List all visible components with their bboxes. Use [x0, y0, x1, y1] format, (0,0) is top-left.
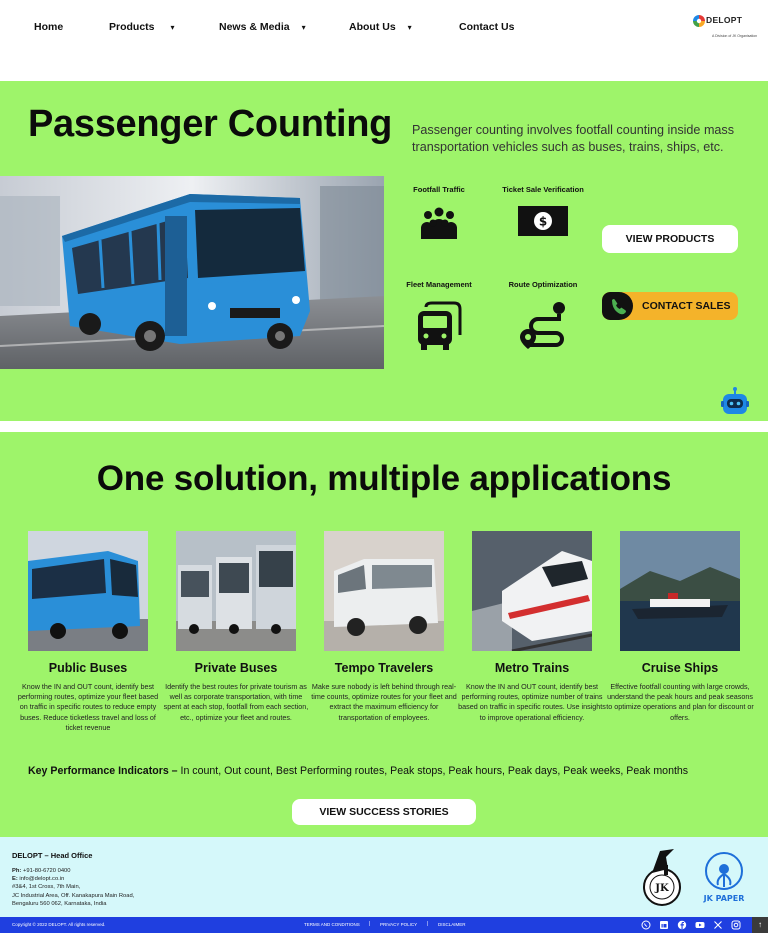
separator: |: [369, 921, 371, 927]
section-title: One solution, multiple applications: [96, 459, 672, 498]
link-disclaimer[interactable]: DISCLAIMER: [438, 922, 466, 927]
hero-section: [0, 81, 768, 421]
card-cruise-ships: [606, 531, 754, 723]
scroll-to-top-button[interactable]: ↑: [752, 917, 768, 933]
feature-label: Route Optimization: [508, 280, 578, 289]
phone-icon: [602, 292, 633, 320]
nav-home-label: Home: [34, 21, 64, 33]
card-description: Identify the best routes for private tourism as well as corporate transportation, with time spent at each stop, footfall from each section, etc., optimize your fleet and routes.: [163, 682, 309, 722]
whatsapp-icon[interactable]: [641, 920, 651, 930]
kpi-line: [28, 765, 688, 777]
people-group-icon: [418, 206, 460, 240]
metro-train-image: [472, 531, 592, 651]
phone-value[interactable]: +91-80-6720 0400: [21, 868, 71, 874]
feature-fleet-management: [391, 280, 487, 351]
cruise-ship-image: [620, 531, 740, 651]
hero-title: Passenger Counting: [28, 103, 393, 145]
card-description: Make sure nobody is left behind through real-time counts, optimize routes for your fleet and extract the maximum efficiency for transportation of employees.: [311, 682, 457, 722]
copyright: Copyright © 2022 DELOPT. All rights reserved.: [12, 922, 106, 927]
svg-text:JK: JK: [655, 883, 669, 894]
card-title: Metro Trains: [494, 661, 570, 675]
hero-description: Passenger counting involves footfall counting inside mass transportation vehicles such as buses, trains, ships, etc.: [412, 123, 735, 154]
instagram-icon[interactable]: [731, 920, 741, 930]
tempo-traveler-image: [324, 531, 444, 651]
private-buses-image: [176, 531, 296, 651]
chatbot-icon[interactable]: [720, 387, 750, 417]
feature-label: Ticket Sale Verification: [502, 185, 584, 194]
footer-title: DELOPT – Head Office: [12, 851, 93, 860]
nav-about-us[interactable]: [349, 21, 412, 33]
youtube-icon[interactable]: [695, 920, 705, 930]
feature-ticket-sale-verification: [495, 185, 591, 236]
facebook-icon[interactable]: [677, 920, 687, 930]
card-title: Private Buses: [194, 661, 278, 675]
nav-home[interactable]: [34, 21, 63, 33]
footer: [0, 837, 768, 917]
svg-text:$: $: [538, 214, 548, 229]
delopt-logo[interactable]: [692, 14, 758, 42]
linkedin-icon[interactable]: [659, 920, 669, 930]
email-label: E:: [12, 876, 18, 883]
kpi-text: In count, Out count, Best Performing routes, Peak stops, Peak hours, Peak days, Peak weeks, Peak months: [177, 765, 689, 777]
logo-mark-icon: [692, 14, 706, 28]
card-title: Public Buses: [48, 661, 128, 675]
jk-paper-logo-icon: [702, 851, 746, 903]
hero-bus-image: [0, 176, 384, 369]
logo-subtext: A Division of JK Organisation: [712, 34, 758, 38]
logo-text: DELOPT: [706, 15, 743, 25]
footer-phone: [12, 867, 134, 875]
card-private-buses: [162, 531, 310, 723]
nav-products[interactable]: [109, 21, 175, 33]
email-value[interactable]: info@delopt.co.in: [17, 876, 65, 883]
footer-email: [12, 875, 134, 883]
x-icon[interactable]: [713, 920, 723, 930]
bus-fleet-icon: [416, 301, 462, 351]
card-metro-trains: [458, 531, 606, 723]
feature-label: Footfall Traffic: [413, 185, 465, 194]
svg-text:JK PAPER: JK PAPER: [703, 894, 745, 903]
nav-news-media[interactable]: [219, 21, 306, 33]
bottom-bar: [0, 917, 768, 933]
top-nav: [0, 0, 768, 55]
card-description: Know the IN and OUT count, identify best performing routes, optimize your fleet based on traffic in specific routes to reduce empty buses. Reduce ticketless travel and loss of ticket revenue: [17, 682, 159, 732]
card-description: Effective footfall counting with large crowds, understand the peak hours and peak seasons to optimize operations and plan for discount or offers.: [606, 682, 754, 722]
card-title: Cruise Ships: [641, 661, 719, 675]
footer-contact: [12, 867, 134, 908]
public-bus-image: [28, 531, 148, 651]
feature-label: Fleet Management: [406, 280, 472, 289]
chevron-down-icon: ▾: [407, 23, 412, 32]
route-icon: [518, 301, 568, 351]
footer-address-1: #3&4, 1st Cross, 7th Main,: [12, 884, 81, 891]
nav-contact-us[interactable]: [459, 21, 514, 33]
nav-contact-us-label: Contact Us: [459, 21, 515, 33]
card-title: Tempo Travelers: [334, 661, 434, 675]
footer-address-3: Bengaluru 560 062, Karnataka, India: [12, 900, 107, 907]
nav-about-us-label: About Us: [349, 21, 396, 33]
nav-products-label: Products: [109, 21, 155, 33]
chevron-down-icon: ▾: [301, 23, 306, 32]
kpi-label: Key Performance Indicators –: [28, 765, 178, 777]
link-privacy[interactable]: PRIVACY POLICY: [380, 922, 418, 927]
card-tempo-travelers: [310, 531, 458, 723]
applications-section: [0, 432, 768, 837]
separator: |: [427, 921, 429, 927]
card-public-buses: [14, 531, 162, 733]
card-description: Know the IN and OUT count, identify best performing routes, optimize number of trains based on traffic in specific routes. Use insights to improve operational efficiency.: [458, 682, 606, 722]
contact-sales-label: CONTACT SALES: [642, 300, 731, 312]
feature-footfall-traffic: [391, 185, 487, 240]
phone-label: Ph:: [12, 868, 22, 874]
view-success-stories-button[interactable]: VIEW SUCCESS STORIES: [292, 799, 476, 825]
contact-sales-button[interactable]: [602, 292, 738, 320]
jk-member-badge-icon: [640, 847, 688, 909]
feature-route-optimization: [495, 280, 591, 351]
dollar-bill-icon: [518, 206, 568, 236]
footer-address-2: JC Industrial Area, Off. Kanakapura Main Road,: [12, 892, 135, 899]
view-products-button[interactable]: VIEW PRODUCTS: [602, 225, 738, 253]
nav-news-media-label: News & Media: [219, 21, 290, 33]
link-terms[interactable]: TERMS AND CONDITIONS: [304, 922, 360, 927]
chevron-down-icon: ▾: [170, 23, 175, 32]
